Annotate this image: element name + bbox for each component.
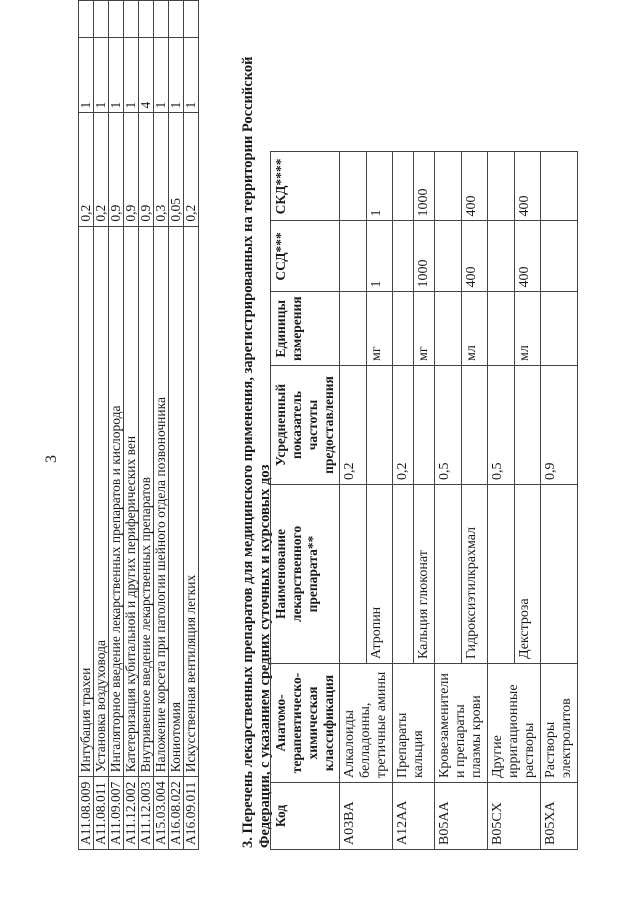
drug-skd: 400 xyxy=(461,152,488,221)
group-row xyxy=(488,152,515,850)
procedure-count: 1 xyxy=(169,37,184,113)
header-frequency: Усредненный показатель частоты предоставления xyxy=(271,366,340,485)
table-row xyxy=(169,1,184,850)
atc-group: Препараты кальция xyxy=(393,664,435,783)
drug-name: Атропин xyxy=(366,485,393,664)
procedure-code: A11.08.009 xyxy=(79,777,94,850)
header-drug: Наименование лекарственного препарата** xyxy=(271,485,340,664)
procedure-count: 1 xyxy=(94,37,109,113)
atc-code: B05CX xyxy=(488,783,541,850)
table-row xyxy=(124,1,139,850)
group-frequency: 0,5 xyxy=(488,366,515,485)
procedure-frequency: 0,9 xyxy=(124,113,139,226)
procedure-count: 1 xyxy=(124,37,139,113)
procedure-count: 1 xyxy=(184,37,199,113)
procedure-code: A11.09.007 xyxy=(109,777,124,850)
drug-sdd: 400 xyxy=(514,221,541,292)
atc-group: Растворы электролитов xyxy=(541,664,578,783)
procedure-frequency: 0,05 xyxy=(169,113,184,226)
drug-sdd: 1000 xyxy=(414,221,435,292)
procedure-course xyxy=(79,1,94,38)
procedure-name: Установка воздуховода xyxy=(94,226,109,777)
drug-unit: мг xyxy=(366,292,393,366)
procedure-course xyxy=(154,1,169,38)
table-row xyxy=(79,1,94,850)
procedure-name: Наложение корсета при патологии шейного отдела позвоночника xyxy=(154,226,169,777)
group-frequency: 0,5 xyxy=(435,366,462,485)
procedure-count: 4 xyxy=(139,37,154,113)
procedure-course xyxy=(184,1,199,38)
group-row xyxy=(340,152,367,850)
procedure-frequency: 0,9 xyxy=(139,113,154,226)
drug-frequency xyxy=(514,366,541,485)
group-frequency: 0,2 xyxy=(340,366,367,485)
group-row xyxy=(435,152,462,850)
atc-code: A12AA xyxy=(393,783,435,850)
table-row xyxy=(94,1,109,850)
drug-name: Гидроксиэтилкрахмал xyxy=(461,485,488,664)
atc-code: A03BA xyxy=(340,783,393,850)
drug-frequency xyxy=(414,366,435,485)
group-row xyxy=(541,152,578,850)
table-row xyxy=(184,1,199,850)
procedure-course xyxy=(169,1,184,38)
drug-skd: 400 xyxy=(514,152,541,221)
procedure-frequency: 0,2 xyxy=(79,113,94,226)
procedure-name: Ингаляторное введение лекарственных препаратов и кислорода xyxy=(109,226,124,777)
table-row xyxy=(154,1,169,850)
procedure-frequency: 0,2 xyxy=(184,113,199,226)
procedure-code: A11.12.002 xyxy=(124,777,139,850)
table-header-row xyxy=(271,152,340,850)
page-number: 3 xyxy=(43,455,60,463)
procedure-course xyxy=(109,1,124,38)
procedure-frequency: 0,9 xyxy=(109,113,124,226)
drug-skd: 1 xyxy=(366,152,393,221)
procedure-count: 1 xyxy=(109,37,124,113)
procedure-name: Внутривенное введение лекарственных препаратов xyxy=(139,226,154,777)
procedure-code: A11.08.011 xyxy=(94,777,109,850)
group-row xyxy=(393,152,414,850)
header-unit: Единицы измерения xyxy=(271,292,340,366)
group-frequency: 0,2 xyxy=(393,366,414,485)
drug-sdd: 400 xyxy=(461,221,488,292)
atc-code: B05AA xyxy=(435,783,488,850)
table-row xyxy=(139,1,154,850)
procedure-name: Кониотомия xyxy=(169,226,184,777)
atc-group: Алкалоиды белладонны, третичные амины xyxy=(340,664,393,783)
drug-name: Кальция глюконат xyxy=(414,485,435,664)
procedures-table xyxy=(78,0,199,850)
header-atc: Анатомо-терапевтическо-химическая классификация xyxy=(271,664,340,783)
procedure-code: A16.09.011 xyxy=(184,777,199,850)
procedure-code: A15.03.004 xyxy=(154,777,169,850)
procedure-name: Интубация трахеи xyxy=(79,226,94,777)
procedure-code: A11.12.003 xyxy=(139,777,154,850)
drug-frequency xyxy=(461,366,488,485)
section-title: 3. Перечень лекарственных препаратов для медицинского применения, зарегистрированных на территории Российской Федерации, с указанием средних суточных и курсовых доз xyxy=(240,56,273,848)
atc-group: Другие ирригационные растворы xyxy=(488,664,541,783)
medications-table xyxy=(270,151,578,850)
procedure-count: 1 xyxy=(79,37,94,113)
drug-unit: мл xyxy=(514,292,541,366)
procedure-name: Катетеризация кубитальной и других периферических вен xyxy=(124,226,139,777)
procedure-course xyxy=(124,1,139,38)
drug-frequency xyxy=(366,366,393,485)
procedure-frequency: 0,2 xyxy=(94,113,109,226)
procedure-course xyxy=(139,1,154,38)
group-frequency: 0,9 xyxy=(541,366,578,485)
drug-skd: 1000 xyxy=(414,152,435,221)
atc-group: Кровезаменители и препараты плазмы крови xyxy=(435,664,488,783)
drug-unit: мг xyxy=(414,292,435,366)
drug-sdd: 1 xyxy=(366,221,393,292)
procedure-name: Искусственная вентиляция легких xyxy=(184,226,199,777)
table-row xyxy=(109,1,124,850)
drug-name: Декстроза xyxy=(514,485,541,664)
procedure-count: 1 xyxy=(154,37,169,113)
header-code: Код xyxy=(271,783,340,850)
procedure-code: A16.08.022 xyxy=(169,777,184,850)
header-sdd: ССД*** xyxy=(271,221,340,292)
drug-unit: мл xyxy=(461,292,488,366)
header-skd: СКД**** xyxy=(271,152,340,221)
procedure-frequency: 0,3 xyxy=(154,113,169,226)
atc-code: B05XA xyxy=(541,783,578,850)
procedure-course xyxy=(94,1,109,38)
